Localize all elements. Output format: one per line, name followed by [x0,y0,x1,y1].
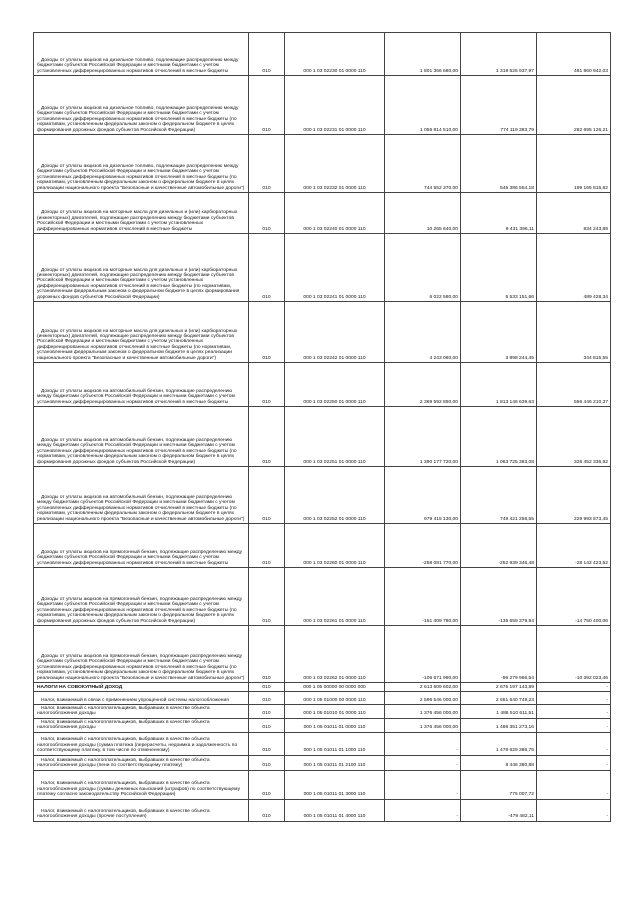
row-approved-cell: 1 056 814 510,00 [385,76,461,135]
row-approved-cell: - [385,799,461,821]
table-row [34,683,611,692]
row-approved-cell: - [385,732,461,755]
row-executed-cell: 1 486 351 273,16 [461,718,537,732]
row-name-cell: Доходы от уплаты акцизов на автомобильный бензин, подлежащие распределению между бюджетами субъектов Российской Федерации и местными бюджетами с учетом установленных дифференцированных нормативов отчислений в местные бюджеты [34,363,249,407]
row-approved-cell: 4 243 060,00 [385,302,461,363]
row-budget-code-cell: 000 1 03 02231 01 0000 110 [285,76,385,135]
row-line-code-cell: 010 [249,770,285,799]
row-executed-cell: -96 279 966,54 [461,626,537,683]
row-line-code-cell: 010 [249,732,285,755]
row-line-code-cell: 010 [249,568,285,626]
row-budget-code-cell: 000 1 03 02240 01 0000 110 [285,193,385,234]
row-name-cell: Доходы от уплаты акцизов на моторные масла для дизельных и (или) карбюраторных (инжекторных) двигателей, подлежащие распределению между бюджетами субъектов Российской Федерации и местными бюджетами с учетом установленных дифференцированных нормативов отчислений в местные бюджеты (по нормативам, установленным федеральным законом о федеральном бюджете в целях реализации национального проекта "Безопасные и качественные автомобильные дороги") [34,302,249,363]
row-executed-cell: 3 898 244,45 [461,302,537,363]
row-executed-cell: 5 533 151,66 [461,234,537,302]
row-budget-code-cell: 000 1 05 01011 01 1000 110 [285,732,385,755]
row-executed-cell: -252 939 346,48 [461,524,537,568]
row-budget-code-cell: 000 1 03 02241 01 0000 110 [285,234,385,302]
table-row [34,799,611,821]
row-executed-cell: 1 063 725 383,08 [461,407,537,467]
row-executed-cell: 775 007,72 [461,770,537,799]
table-row [34,302,611,363]
row-name-cell: Налог, взимаемый в связи с применением упрощенной системы налогообложения [34,692,249,705]
row-unexecuted-cell: - [537,799,611,821]
row-budget-code-cell: 000 1 05 00000 00 0000 000 [285,683,385,692]
row-line-code-cell: 010 [249,718,285,732]
row-line-code-cell: 010 [249,33,285,76]
row-approved-cell: 2 369 592 850,00 [385,363,461,407]
row-line-code-cell: 010 [249,524,285,568]
row-line-code-cell: 010 [249,683,285,692]
row-unexecuted-cell: - [537,732,611,755]
row-budget-code-cell: 000 1 05 01011 01 0000 110 [285,718,385,732]
row-budget-code-cell: 000 1 05 01011 01 4000 110 [285,799,385,821]
row-approved-cell: - [385,755,461,770]
table-row [34,692,611,705]
revenue-report-table [33,32,611,822]
row-executed-cell: -479 482,11 [461,799,537,821]
row-approved-cell: 10 265 640,00 [385,193,461,234]
row-unexecuted-cell: 344 815,55 [537,302,611,363]
row-unexecuted-cell: 229 993 873,45 [537,467,611,524]
row-name-cell: Доходы от уплаты акцизов на прямогонный бензин, подлежащие распределению между бюджетами субъектов Российской Федерации и местными бюджетами с учетом установленных дифференцированных нормативов отчислений в местные бюджеты (по нормативам, установленным федеральным законом о федеральном бюджете в целях реализации национального проекта "Безопасные и качественные автомобильные дороги") [34,626,249,683]
row-name-cell: Доходы от уплаты акцизов на моторные масла для дизельных и (или) карбюраторных (инжекторных) двигателей, подлежащие распределению между бюджетами субъектов Российской Федерации и местными бюджетами с учетом установленных дифференцированных нормативов отчислений в местные бюджеты [34,193,249,234]
row-unexecuted-cell: - [537,770,611,799]
row-line-code-cell: 010 [249,193,285,234]
row-line-code-cell: 010 [249,76,285,135]
row-name-cell: Доходы от уплаты акцизов на моторные масла для дизельных и (или) карбюраторных (инжекторных) двигателей, подлежащие распределению между бюджетами субъектов Российской Федерации и местными бюджетами с учетом установленных дифференцированных нормативов отчислений в местные бюджеты (по нормативам, установленным федеральным законом о федеральном бюджете в целях формирования дорожных фондов субъектов Российской Федерации) [34,234,249,302]
row-name-cell: Доходы от уплаты акцизов на автомобильный бензин, подлежащие распределению между бюджетами субъектов Российской Федерации и местными бюджетами с учетом установленных дифференцированных нормативов отчислений в местные бюджеты (по нормативам, установленным федеральным законом о федеральном бюджете в целях формирования дорожных фондов субъектов Российской Федерации) [34,407,249,467]
table-row [34,135,611,193]
row-unexecuted-cell: -28 142 423,52 [537,524,611,568]
row-approved-cell: 1 376 456 000,00 [385,718,461,732]
row-line-code-cell: 010 [249,234,285,302]
row-unexecuted-cell: 326 452 336,92 [537,407,611,467]
row-line-code-cell: 010 [249,705,285,719]
table-row [34,626,611,683]
row-line-code-cell: 010 [249,135,285,193]
table-row [34,33,611,76]
row-unexecuted-cell: - [537,718,611,732]
row-line-code-cell: 010 [249,692,285,705]
row-approved-cell: 744 552 370,00 [385,135,461,193]
table-row [34,524,611,568]
table-row [34,705,611,719]
row-name-cell: Налог, взимаемый с налогоплательщиков, выбравших в качестве объекта налогообложения доходы (сумма платежа (перерасчеты, недоимка и задолженность по соответствующему платежу, в том числе по отмененному) [34,732,249,755]
row-approved-cell: 979 415 130,00 [385,467,461,524]
table-body [34,33,611,822]
row-executed-cell: 1 319 525 937,97 [461,33,537,76]
row-budget-code-cell: 000 1 05 01010 01 0000 110 [285,705,385,719]
table-row [34,568,611,626]
row-approved-cell: 2 613 609 602,00 [385,683,461,692]
row-unexecuted-cell: - [537,755,611,770]
row-budget-code-cell: 000 1 03 02252 01 0000 110 [285,467,385,524]
row-approved-cell: -106 671 990,00 [385,626,461,683]
row-name-cell: Налог, взимаемый с налогоплательщиков, выбравших в качестве объекта налогообложения доходы [34,718,249,732]
row-unexecuted-cell: - [537,683,611,692]
table-row [34,732,611,755]
row-unexecuted-cell: 834 243,89 [537,193,611,234]
row-approved-cell: 1 390 177 720,00 [385,407,461,467]
table-row [34,718,611,732]
row-name-cell: Доходы от уплаты акцизов на автомобильный бензин, подлежащие распределению между бюджетами субъектов Российской Федерации и местными бюджетами с учетом установленных дифференцированных нормативов отчислений в местные бюджеты (по нормативам, установленным федеральным законом о федеральном бюджете в целях реализации национального проекта "Безопасные и качественные автомобильные дороги") [34,467,249,524]
table-row [34,755,611,770]
row-unexecuted-cell: - [537,705,611,719]
row-executed-cell: 774 119 383,79 [461,76,537,135]
row-approved-cell: -151 409 780,00 [385,568,461,626]
row-approved-cell: - [385,770,461,799]
row-unexecuted-cell: 489 428,34 [537,234,611,302]
row-executed-cell: 1 486 510 611,51 [461,705,537,719]
row-line-code-cell: 010 [249,407,285,467]
row-executed-cell: 1 478 629 386,75 [461,732,537,755]
row-line-code-cell: 010 [249,799,285,821]
row-executed-cell: 2 675 197 143,89 [461,683,537,692]
row-budget-code-cell: 000 1 05 01011 01 2100 110 [285,755,385,770]
row-name-cell: Налог, взимаемый с налогоплательщиков, выбравших в качестве объекта налогообложения доходы (прочие поступления) [34,799,249,821]
row-unexecuted-cell: -10 392 023,46 [537,626,611,683]
row-executed-cell: 1 813 146 639,63 [461,363,537,407]
row-name-cell: Налог, взимаемый с налогоплательщиков, выбравших в качестве объекта налогообложения доходы (пени по соответствующему платежу) [34,755,249,770]
row-budget-code-cell: 000 1 03 02260 01 0000 110 [285,524,385,568]
row-executed-cell: 545 386 554,18 [461,135,537,193]
row-name-cell: Доходы от уплаты акцизов на дизельное топливо, подлежащие распределению между бюджетами субъектов Российской Федерации и местными бюджетами с учетом установленных дифференцированных нормативов отчислений в местные бюджеты (по нормативам, установленным федеральным законом о федеральном бюджете в целях реализации национального проекта "Безопасные и качественные автомобильные дороги") [34,135,249,193]
table-row [34,76,611,135]
table-row [34,407,611,467]
row-unexecuted-cell: 556 446 210,37 [537,363,611,407]
row-executed-cell: 9 431 396,11 [461,193,537,234]
row-name-cell: Доходы от уплаты акцизов на прямогонный бензин, подлежащие распределению между бюджетами субъектов Российской Федерации и местными бюджетами с учетом установленных дифференцированных нормативов отчислений в местные бюджеты (по нормативам, установленным федеральным законом о федеральном бюджете в целях формирования дорожных фондов субъектов Российской Федерации) [34,568,249,626]
row-budget-code-cell: 000 1 03 02261 01 0000 110 [285,568,385,626]
row-approved-cell: 2 596 546 000,00 [385,692,461,705]
row-unexecuted-cell: 481 860 942,03 [537,33,611,76]
row-name-cell: Налог, взимаемый с налогоплательщиков, выбравших в качестве объекта налогообложения доходы [34,705,249,719]
row-executed-cell: -136 659 379,94 [461,568,537,626]
row-budget-code-cell: 000 1 03 02232 01 0000 110 [285,135,385,193]
row-line-code-cell: 010 [249,755,285,770]
row-approved-cell: 1 801 366 680,00 [385,33,461,76]
table-row [34,193,611,234]
table-row [34,234,611,302]
row-unexecuted-cell: 282 695 126,21 [537,76,611,135]
row-line-code-cell: 010 [249,467,285,524]
table-row [34,770,611,799]
row-budget-code-cell: 000 1 03 02262 01 0000 110 [285,626,385,683]
row-executed-cell: 749 421 256,55 [461,467,537,524]
row-name-cell: Налог, взимаемый с налогоплательщиков, выбравших в качестве объекта налогообложения доходы (суммы денежных взысканий (штрафов) по соответствующему платежу согласно законодательству Российской Федерации) [34,770,249,799]
row-budget-code-cell: 000 1 05 01011 01 3000 110 [285,770,385,799]
row-name-cell: Доходы от уплаты акцизов на дизельное топливо, подлежащие распределению между бюджетами субъектов Российской Федерации и местными бюджетами с учетом установленных дифференцированных нормативов отчислений в местные бюджеты [34,33,249,76]
row-name-cell: НАЛОГИ НА СОВОКУПНЫЙ ДОХОД [34,683,249,692]
row-budget-code-cell: 000 1 03 02250 01 0000 110 [285,363,385,407]
row-line-code-cell: 010 [249,363,285,407]
row-line-code-cell: 010 [249,302,285,363]
row-executed-cell: 8 446 380,88 [461,755,537,770]
row-line-code-cell: 010 [249,626,285,683]
row-unexecuted-cell: 199 165 815,82 [537,135,611,193]
row-executed-cell: 2 651 640 749,23 [461,692,537,705]
table-row [34,467,611,524]
row-approved-cell: 1 376 456 000,00 [385,705,461,719]
row-budget-code-cell: 000 1 05 01000 00 0000 110 [285,692,385,705]
row-unexecuted-cell: -14 750 400,06 [537,568,611,626]
row-budget-code-cell: 000 1 03 02242 01 0000 110 [285,302,385,363]
row-budget-code-cell: 000 1 03 02230 01 0000 110 [285,33,385,76]
row-budget-code-cell: 000 1 03 02251 01 0000 110 [285,407,385,467]
row-unexecuted-cell: - [537,692,611,705]
row-approved-cell: -258 081 770,00 [385,524,461,568]
table-row [34,363,611,407]
row-name-cell: Доходы от уплаты акцизов на прямогонный бензин, подлежащие распределению между бюджетами субъектов Российской Федерации и местными бюджетами с учетом установленных дифференцированных нормативов отчислений в местные бюджеты [34,524,249,568]
row-approved-cell: 6 022 580,00 [385,234,461,302]
row-name-cell: Доходы от уплаты акцизов на дизельное топливо, подлежащие распределению между бюджетами субъектов Российской Федерации и местными бюджетами с учетом установленных дифференцированных нормативов отчислений в местные бюджеты (по нормативам, установленным федеральным законом о федеральном бюджете в целях формирования дорожных фондов субъектов Российской Федерации) [34,76,249,135]
